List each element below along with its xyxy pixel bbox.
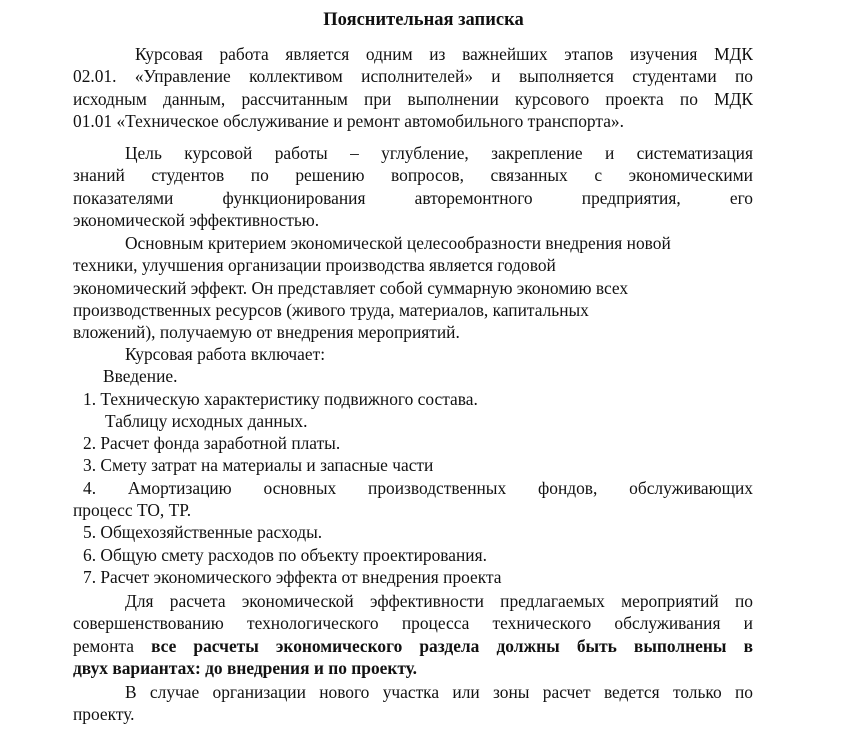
list-item: 3. Смету затрат на материалы и запасные части	[83, 455, 434, 476]
paragraph-line: Цель курсовой работы – углубление, закрепление и систематизация	[125, 143, 753, 163]
list-item: 5. Общехозяйственные расходы.	[83, 522, 323, 543]
paragraph-line: экономический эффект. Он представляет собой суммарную экономию всех	[73, 277, 629, 298]
list-item: Таблицу исходных данных.	[105, 410, 308, 431]
paragraph-line: Курсовая работа является одним из важнейших этапов изучения МДК	[135, 44, 753, 64]
paragraph-line: знаний студентов по решению вопросов, связанных с экономическими	[73, 165, 753, 186]
paragraph-calculation	[73, 590, 753, 679]
list-intro: Курсовая работа включает:	[125, 344, 326, 364]
paragraph-line: техники, улучшения организации производства является годовой	[73, 255, 556, 276]
paragraph-line: экономической эффективностью.	[73, 209, 320, 230]
paragraph-line: производственных ресурсов (живого труда, материалов, капитальных	[73, 299, 589, 320]
paragraph-new-site	[73, 681, 753, 726]
list-item: 4. Амортизацию основных производственных фондов, обслуживающих	[83, 477, 753, 498]
paragraph-line: В случае организации нового участка или зоны расчет ведется только по	[125, 682, 753, 702]
list-item: процесс ТО, ТР.	[73, 500, 192, 521]
list-item: 6. Общую смету расходов по объекту проектирования.	[83, 544, 487, 565]
paragraph-line: показателями функционирования авторемонтного предприятия, его	[73, 187, 753, 208]
paragraph-line: вложений), получаемую от внедрения мероприятий.	[73, 322, 460, 343]
paragraph-intro	[73, 43, 753, 132]
paragraph-line: Для расчета экономической эффективности предлагаемых мероприятий по	[125, 591, 753, 611]
contents-list	[73, 343, 753, 588]
list-item: 2. Расчет фонда заработной платы.	[83, 433, 341, 454]
paragraph-line: совершенствованию технологического процесса технического обслуживания и	[73, 613, 753, 634]
list-item: Введение.	[103, 366, 178, 387]
emphasis-text: двух вариантах: до внедрения и по проекту.	[73, 657, 418, 678]
emphasis-text: все расчеты экономического раздела должны быть выполнены в	[151, 635, 753, 656]
paragraph-line: 01.01 «Техническое обслуживание и ремонт автомобильного транспорта».	[73, 110, 624, 131]
page-title: Пояснительная записка	[323, 10, 524, 30]
paragraph-line: исходным данным, рассчитанным при выполнении курсового проекта по МДК	[73, 88, 753, 109]
paragraph-line	[73, 635, 753, 657]
list-item: 1. Техническую характеристику подвижного состава.	[83, 388, 478, 409]
paragraph-goal	[73, 142, 753, 231]
paragraph-line: Основным критерием экономической целесообразности внедрения новой	[125, 233, 671, 253]
list-item: 7. Расчет экономического эффекта от внедрения проекта	[83, 566, 502, 587]
paragraph-text: ремонта	[73, 635, 152, 656]
paragraph-line: проекту.	[73, 704, 135, 725]
paragraph-criterion	[73, 232, 753, 343]
paragraph-line: 02.01. «Управление коллективом исполнителей» и выполняется студентами по	[73, 66, 753, 87]
